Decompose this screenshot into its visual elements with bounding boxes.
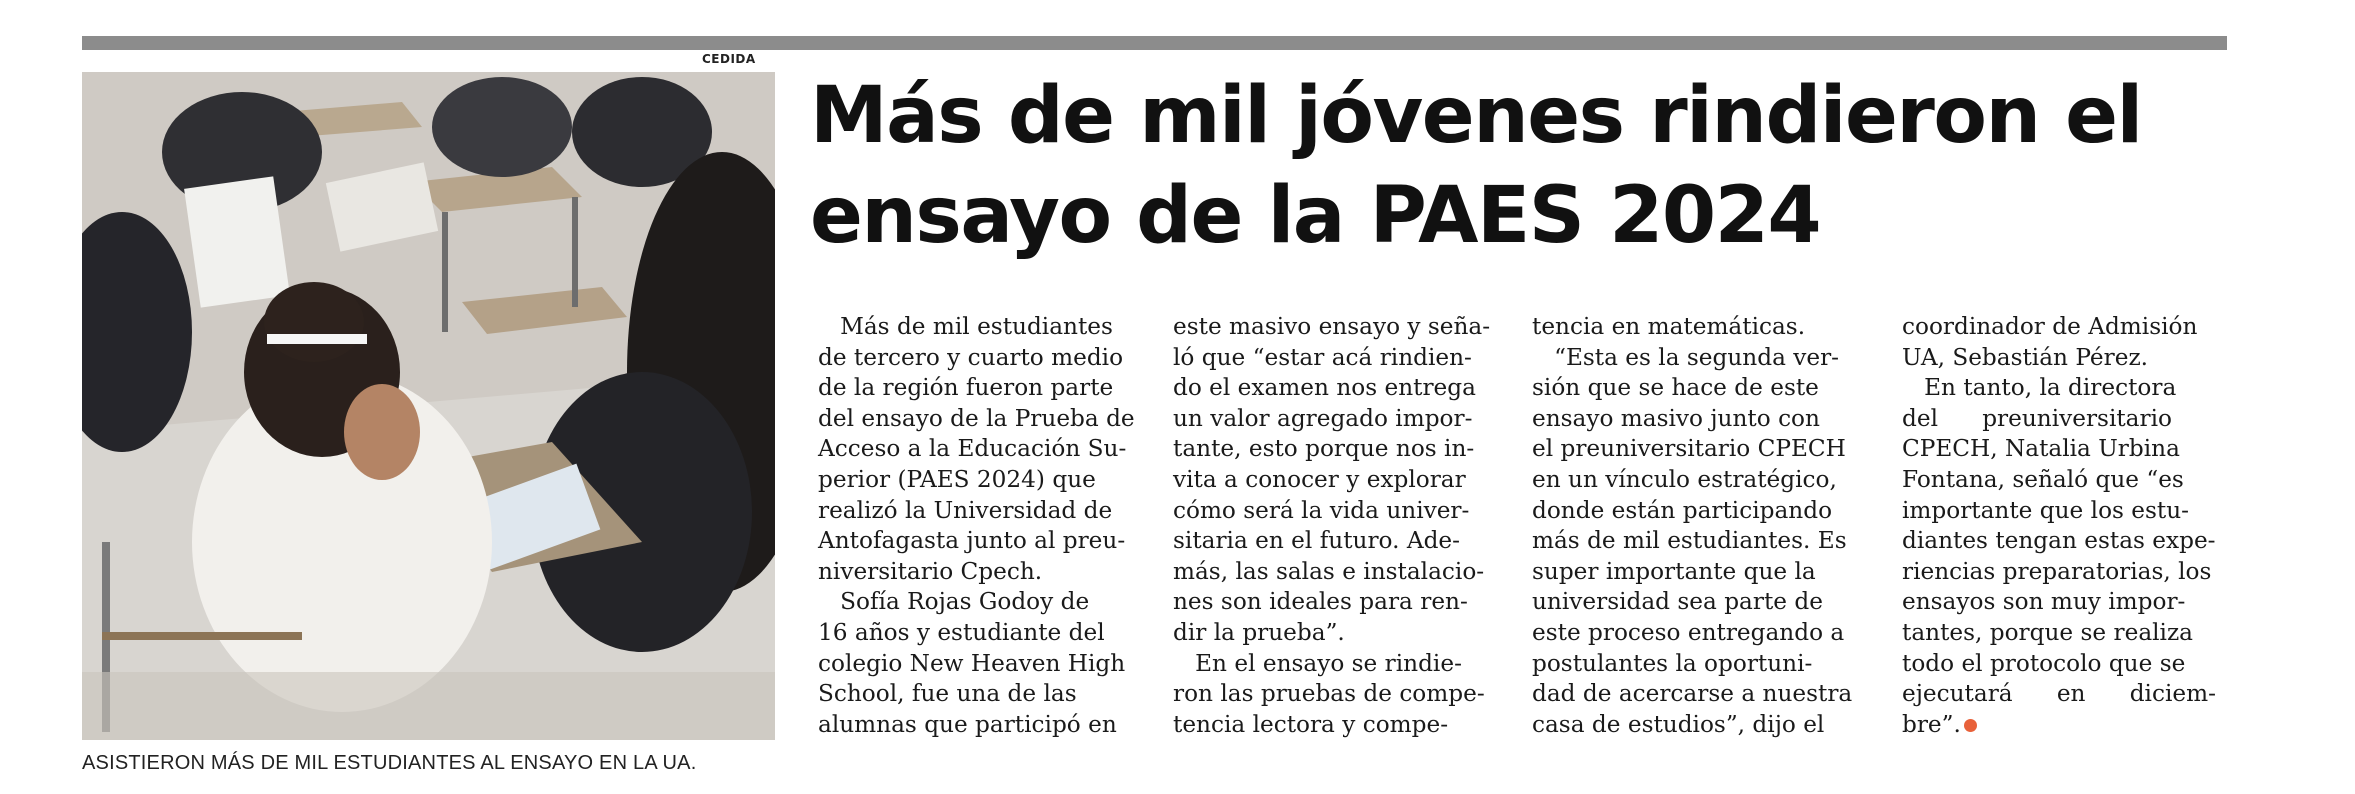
body-text-line: más de mil estudiantes. Es <box>1532 527 1847 555</box>
body-text-line: importante que los estu- <box>1902 496 2190 524</box>
body-text-line: bre”. <box>1902 710 2216 741</box>
body-text-line: colegio New Heaven High <box>818 649 1126 677</box>
body-text-line: Más de mil estudiantes <box>818 313 1113 340</box>
body-text-line: de tercero y cuarto medio <box>818 343 1124 371</box>
body-text-line: nes son ideales para ren- <box>1173 588 1468 616</box>
photo-caption: ASISTIERON MÁS DE MIL ESTUDIANTES AL ENSAYO EN LA UA. <box>82 752 697 774</box>
headline <box>810 66 2210 266</box>
body-text-line: del ensayo de la Prueba de <box>818 404 1135 432</box>
body-text-line: tencia en matemáticas. <box>1532 313 1806 340</box>
body-text-line: diantes tengan estas expe- <box>1902 527 2216 555</box>
body-column-2 <box>1173 312 1490 782</box>
body-text-line: School, fue una de las <box>818 680 1077 708</box>
body-text-line: En tanto, la directora <box>1902 374 2177 402</box>
body-text-line: dir la prueba”. <box>1173 618 1345 646</box>
headline-line-1: Más de mil jóvenes rindieron el <box>810 71 2142 161</box>
classroom-photo-illustration <box>82 72 775 740</box>
body-text-line: niversitario Cpech. <box>818 557 1043 585</box>
body-text-line: ejecutará en diciem- <box>1902 680 2216 708</box>
body-column-1 <box>818 312 1135 782</box>
body-text-line: vita a conocer y explorar <box>1173 465 1466 493</box>
body-text-line: UA, Sebastián Pérez. <box>1902 343 2149 371</box>
body-text-line: ensayos son muy impor- <box>1902 588 2186 616</box>
headline-line-2: ensayo de la PAES 2024 <box>810 171 1821 261</box>
body-text-line: del preuniversitario <box>1902 404 2172 432</box>
body-text-line: tencia lectora y compe- <box>1173 710 1449 738</box>
body-text-line: ron las pruebas de compe- <box>1173 680 1485 708</box>
body-text-line: 16 años y estudiante del <box>818 618 1105 646</box>
body-text-line: Fontana, señaló que “es <box>1902 465 2184 493</box>
body-text-line: dad de acercarse a nuestra <box>1532 680 1853 708</box>
body-text-line: Antofagasta junto al preu- <box>818 527 1126 555</box>
end-of-article-icon <box>1964 719 1977 732</box>
body-text-line: CPECH, Natalia Urbina <box>1902 435 2180 463</box>
body-column-3 <box>1532 312 1852 782</box>
body-text-line: realizó la Universidad de <box>818 496 1113 524</box>
body-text-line: todo el protocolo que se <box>1902 649 2186 677</box>
body-text-line: este proceso entregando a <box>1532 618 1845 646</box>
body-text-line: do el examen nos entrega <box>1173 374 1476 402</box>
body-text-line: tantes, porque se realiza <box>1902 618 2194 646</box>
body-text-line: sitaria en el futuro. Ade- <box>1173 527 1460 555</box>
body-text-line: alumnas que participó en <box>818 710 1117 738</box>
body-text-line: perior (PAES 2024) que <box>818 465 1096 493</box>
body-text-line: ló que “estar acá rindien- <box>1173 343 1472 371</box>
body-text-line: En el ensayo se rindie- <box>1173 649 1462 677</box>
body-text-line: este masivo ensayo y seña- <box>1173 313 1491 340</box>
body-text-line: sión que se hace de este <box>1532 374 1819 402</box>
body-text-line: en un vínculo estratégico, <box>1532 465 1837 493</box>
body-text-line: Acceso a la Educación Su- <box>818 435 1127 463</box>
article-photo <box>82 72 775 740</box>
body-text-line: riencias preparatorias, los <box>1902 557 2212 585</box>
body-text-line: Sofía Rojas Godoy de <box>818 588 1090 616</box>
body-text-line: postulantes la oportuni- <box>1532 649 1813 677</box>
body-column-4 <box>1902 312 2216 782</box>
body-text-line: el preuniversitario CPECH <box>1532 435 1846 463</box>
body-text-line: de la región fueron parte <box>818 374 1114 402</box>
body-text-line: un valor agregado impor- <box>1173 404 1473 432</box>
body-text-line: universidad sea parte de <box>1532 588 1823 616</box>
top-rule <box>82 36 2227 50</box>
body-text-line: donde están participando <box>1532 496 1833 524</box>
photo-credit: CEDIDA <box>702 52 756 66</box>
body-text-line: más, las salas e instalacio- <box>1173 557 1485 585</box>
body-text-line: cómo será la vida univer- <box>1173 496 1470 524</box>
body-text-line: ensayo masivo junto con <box>1532 404 1820 432</box>
body-text-line: super importante que la <box>1532 557 1816 585</box>
body-text-line: coordinador de Admisión <box>1902 313 2198 340</box>
body-text-line: tante, esto porque nos in- <box>1173 435 1475 463</box>
body-text-line: “Esta es la segunda ver- <box>1532 343 1840 371</box>
body-text-line: casa de estudios”, dijo el <box>1532 710 1825 738</box>
